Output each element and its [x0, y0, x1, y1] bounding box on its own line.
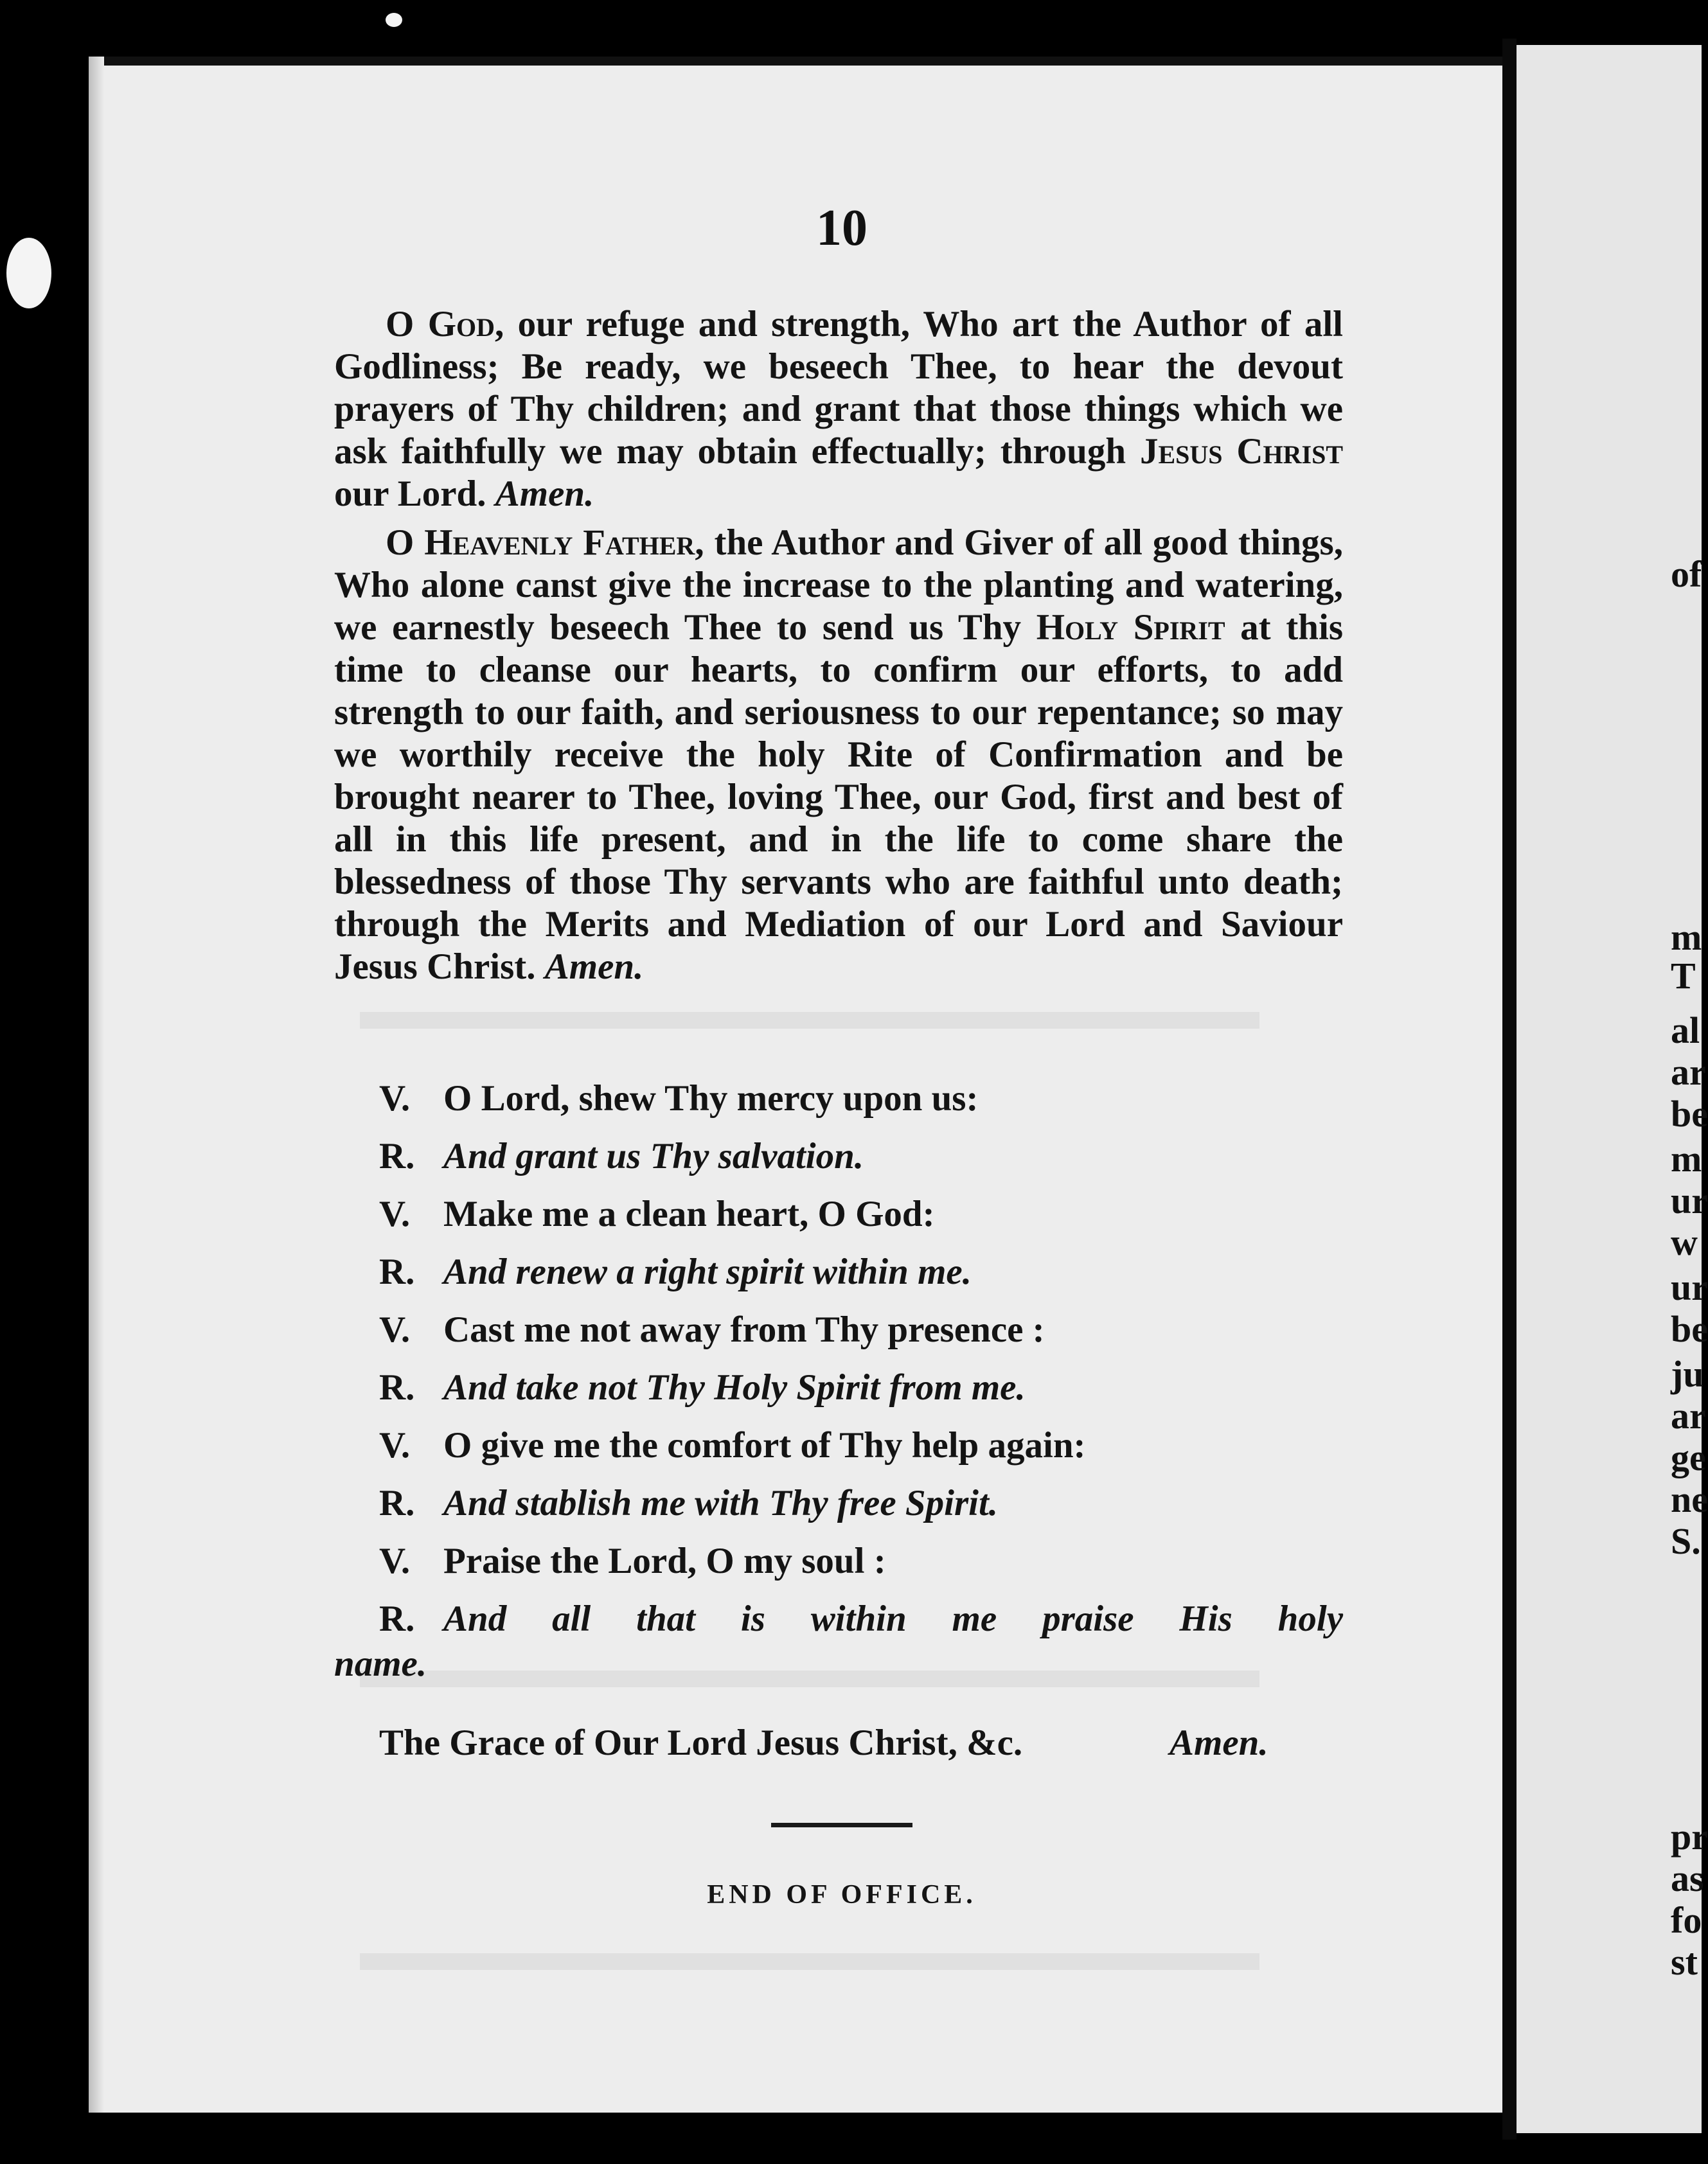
response [334, 1475, 1343, 1532]
end-rule [771, 1823, 912, 1827]
facing-text-fragment: al [1671, 1009, 1700, 1051]
response-mark: R. [379, 1483, 415, 1523]
versicle [334, 1417, 1343, 1475]
grace-line [379, 1722, 1298, 1764]
response [334, 1128, 1343, 1185]
prayer-divine-name: Jesus Christ [1139, 431, 1344, 472]
facing-text-fragment: of [1671, 553, 1702, 595]
response-text: And stablish me with Thy free Spirit. [443, 1483, 999, 1523]
facing-text-fragment: be [1671, 1093, 1708, 1135]
show-through-line [360, 1953, 1259, 1970]
versicle [334, 1185, 1343, 1243]
prayer-open: O [386, 304, 428, 344]
end-of-office-heading: END OF OFFICE. [707, 1880, 977, 1910]
page-edge-shadow [89, 57, 104, 2113]
response [334, 1590, 1343, 1687]
page-top-edge [89, 57, 1517, 66]
amen: Amen. [1170, 1723, 1268, 1763]
facing-text-fragment: ne [1671, 1478, 1708, 1520]
facing-text-fragment: m [1671, 1138, 1702, 1180]
amen: Amen. [495, 474, 594, 514]
facing-text-fragment: S. [1671, 1520, 1701, 1562]
versicle-text: Make me a clean heart, O God: [443, 1194, 935, 1234]
versicle-text: Cast me not away from Thy presence : [443, 1309, 1045, 1350]
ink-blot [386, 13, 402, 27]
response [334, 1243, 1343, 1301]
versicle [334, 1301, 1343, 1359]
response-text: And take not Thy Holy Spirit from me. [443, 1367, 1026, 1408]
facing-text-fragment: ju [1671, 1353, 1704, 1395]
ink-blot [6, 238, 51, 308]
response-line [334, 1597, 1343, 1642]
prayer-heavenly-father [334, 522, 1343, 988]
response-text: And all that is within me praise His holy [443, 1599, 1343, 1639]
versicles-and-responses [334, 1070, 1343, 1687]
prayer-text: , our refuge and strength, Who art the Author of all Godliness; Be ready, we beseech Thee, to hear the devout prayers of Thy children; and grant that those things which we ask faithfully we may obtain effectually; through [334, 304, 1343, 472]
versicle [334, 1070, 1343, 1128]
facing-text-fragment: pr [1671, 1816, 1708, 1858]
grace-text: The Grace of Our Lord Jesus Christ, &c. [379, 1723, 1023, 1763]
prayer-refuge-and-strength [334, 303, 1343, 515]
prayer-open: O [386, 522, 425, 563]
facing-text-fragment: m [1671, 916, 1702, 958]
facing-text-fragment: ar [1671, 1395, 1706, 1437]
facing-text-fragment: ar [1671, 1051, 1706, 1093]
response [334, 1359, 1343, 1417]
prayer-divine-name: Holy Spirit [1036, 607, 1225, 648]
versicle [334, 1532, 1343, 1590]
facing-text-fragment: be [1671, 1308, 1708, 1350]
prayer-text: , the Author and Giver of all good things, Who alone canst give the increase to the planting and watering, we earnestly beseech Thee to send us Thy [334, 522, 1343, 648]
versicle-mark: V. [379, 1078, 411, 1119]
book-gutter [1502, 39, 1517, 2140]
prayer-divine-name: Heavenly Father [424, 522, 695, 563]
prayer-tail: at this time to cleanse our hearts, to confirm our efforts, to add strength to our faith, and seriousness to our repentance; so may we worthily receive the holy Rite of Confirmation and be brought nearer to Thee, loving Thee, our God, first and best of all in this life present, and in the life to come share the blessedness of those Thy servants who are faithful unto death; through the Merits and Mediation of our Lord and Saviour Jesus Christ. [334, 607, 1343, 987]
amen: Amen. [544, 946, 644, 987]
versicle-mark: V. [379, 1425, 411, 1466]
response-mark: R. [379, 1367, 415, 1408]
response-text-continued: name. [334, 1644, 427, 1684]
facing-text-fragment: ur [1671, 1180, 1708, 1221]
versicle-mark: V. [379, 1309, 411, 1350]
prayer-divine-name: God [427, 304, 495, 344]
facing-text-fragment: fo [1671, 1899, 1702, 1941]
versicle-text: Praise the Lord, O my soul : [443, 1541, 886, 1581]
facing-text-fragment: w [1671, 1221, 1698, 1263]
show-through-line [360, 1012, 1259, 1029]
response-text: And renew a right spirit within me. [443, 1252, 972, 1292]
versicle-text: O Lord, shew Thy mercy upon us: [443, 1078, 979, 1119]
versicle-mark: V. [379, 1541, 411, 1581]
facing-text-fragment: T [1671, 955, 1696, 997]
response-mark: R. [379, 1599, 415, 1639]
facing-text-fragment: ge [1671, 1437, 1706, 1478]
facing-text-fragment: as [1671, 1858, 1704, 1899]
page-number: 10 [816, 200, 867, 256]
facing-text-fragment: st [1671, 1941, 1698, 1983]
response-mark: R. [379, 1136, 415, 1176]
response-text: And grant us Thy salvation. [443, 1136, 864, 1176]
response-mark: R. [379, 1252, 415, 1292]
versicle-mark: V. [379, 1194, 411, 1234]
prayer-tail: our Lord. [334, 474, 495, 514]
facing-text-fragment: ur [1671, 1266, 1708, 1308]
versicle-text: O give me the comfort of Thy help again: [443, 1425, 1086, 1466]
